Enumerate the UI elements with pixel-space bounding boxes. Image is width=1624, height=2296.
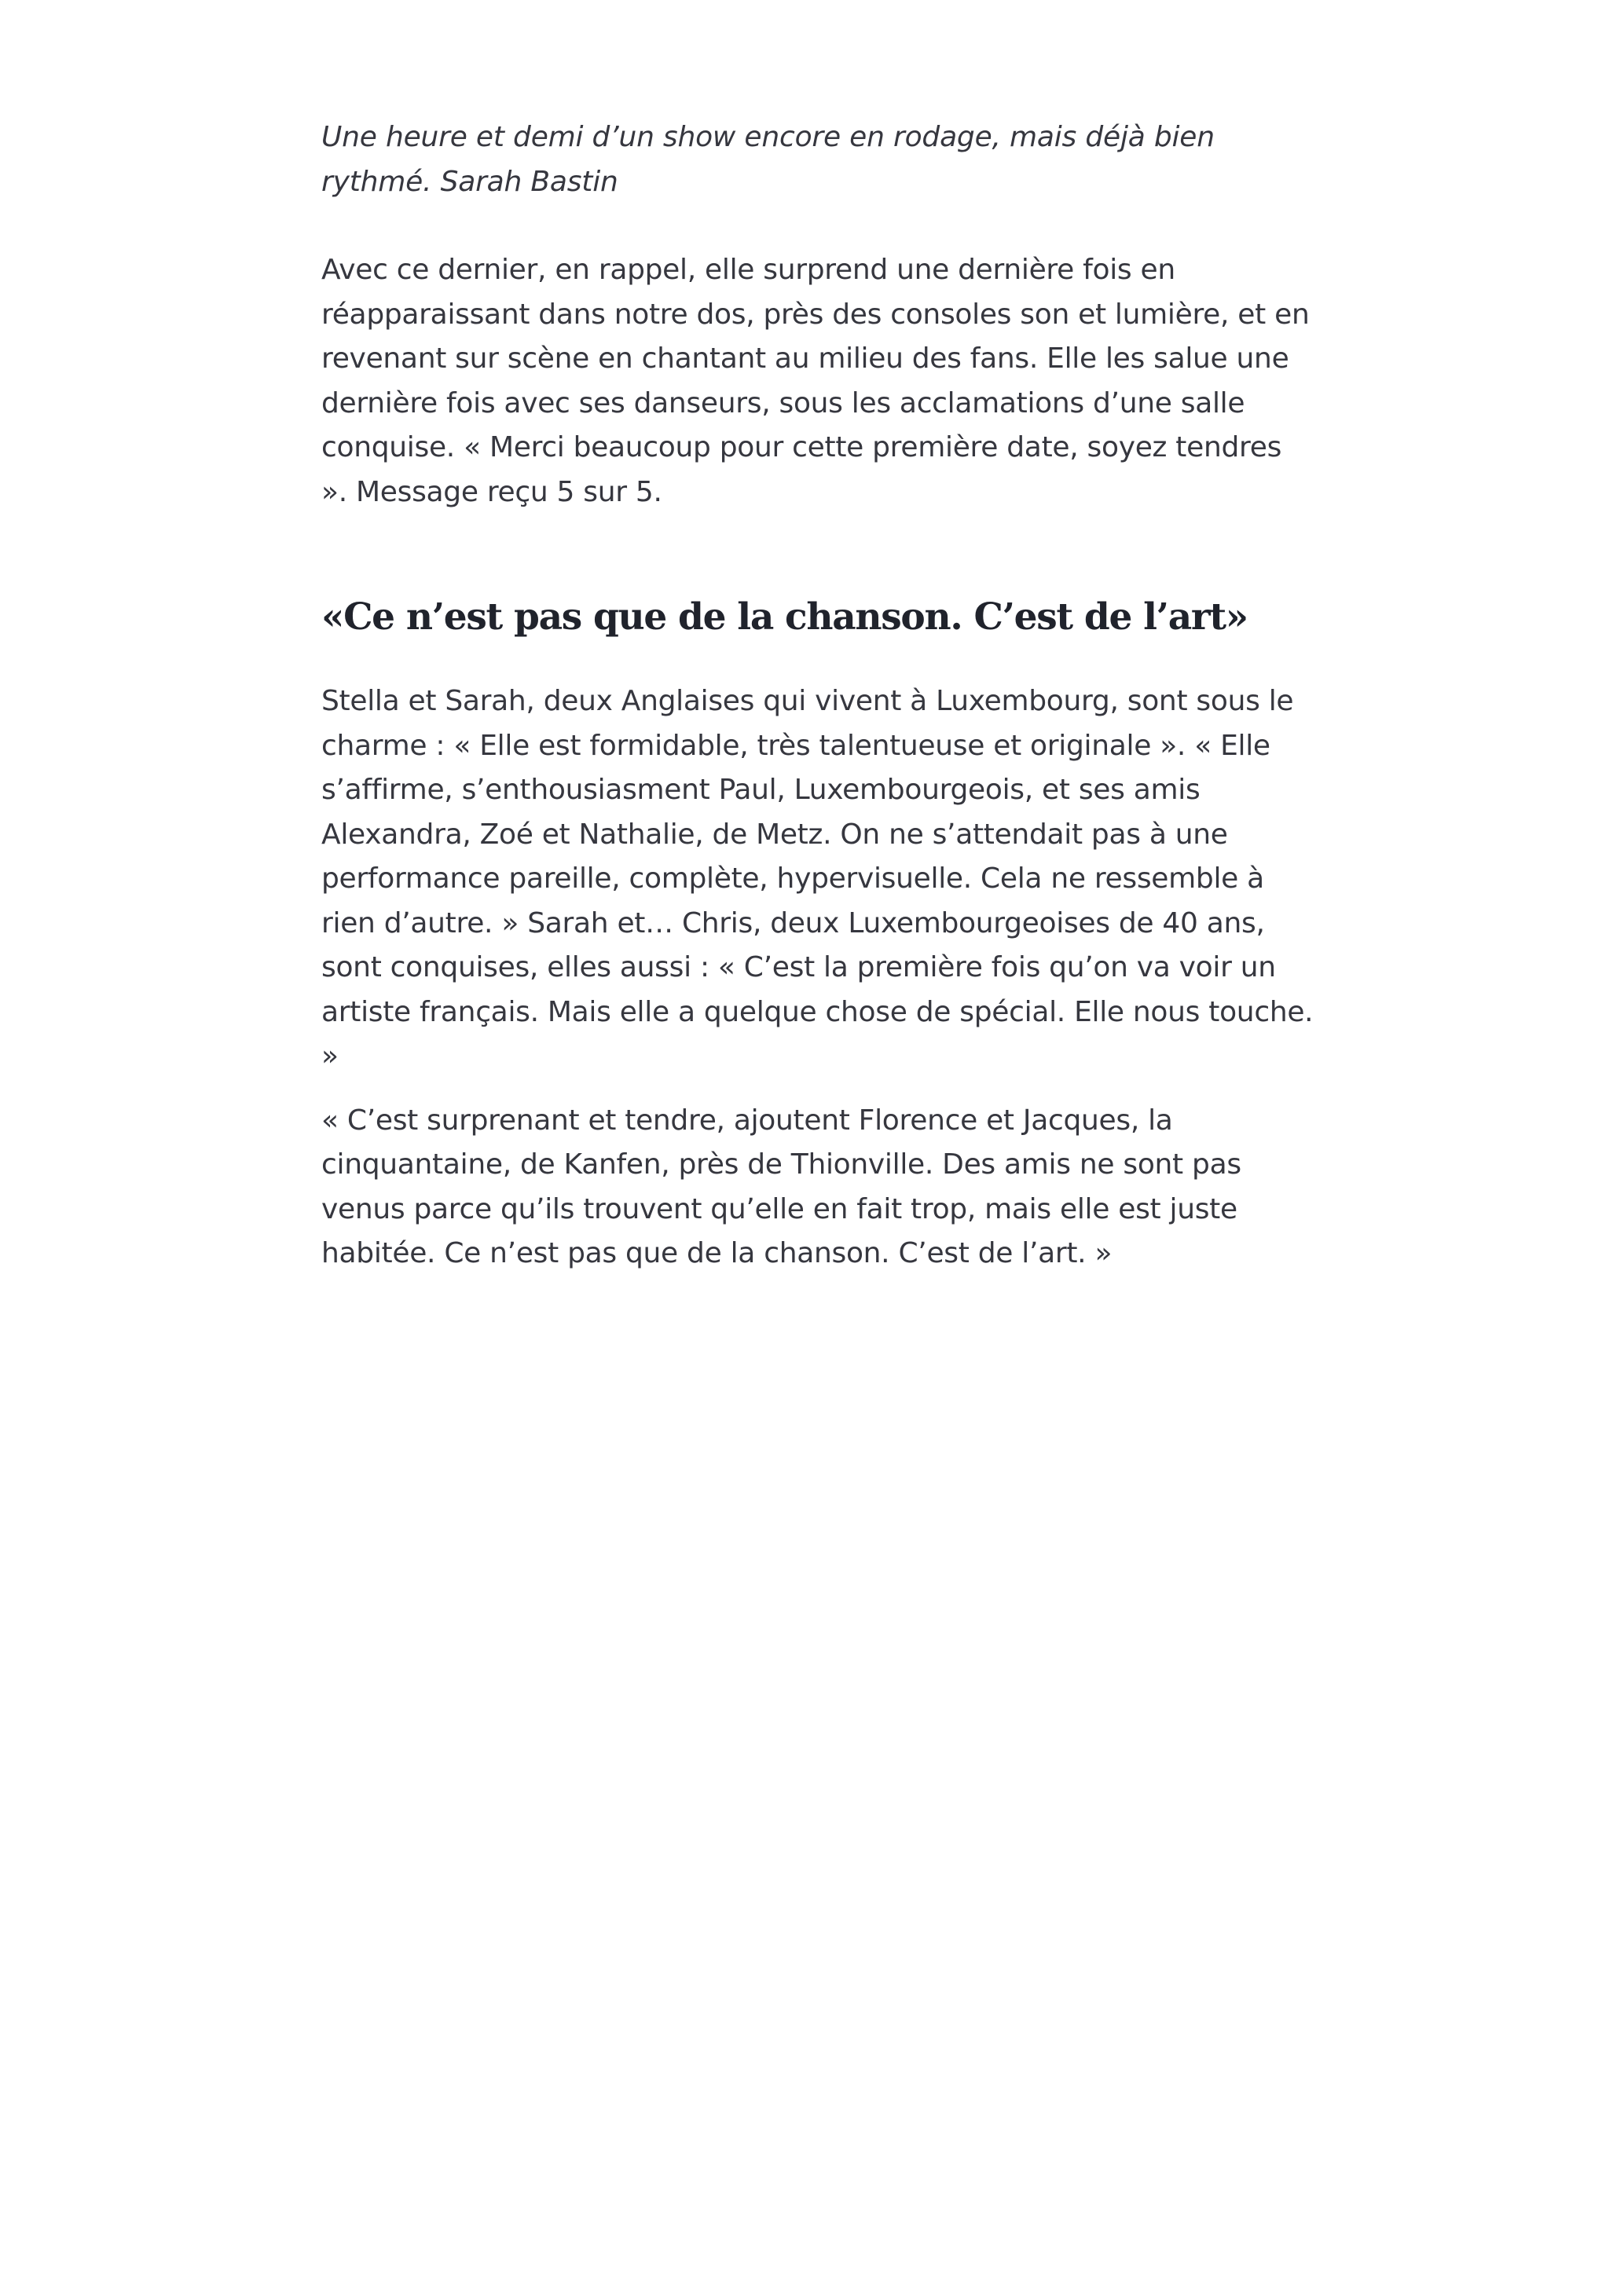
paragraph-encore: Avec ce dernier, en rappel, elle surprend une dernière fois en réapparaissant dans notre dos, près des consoles son et lumière, et en revenant sur scène en chantant au milieu des fans. Elle les salue une dernière fois avec ses danseurs, sous les acclamations d’une salle conquise. « Merci beaucoup pour cette première date, soyez tendres ». Message reçu 5 sur 5. xyxy=(321,254,1310,508)
caption-credit: Sarah Bastin xyxy=(440,166,618,198)
section-heading: «Ce n’est pas que de la chanson. C’est de l’art» xyxy=(321,595,1248,639)
paragraph-quote: « C’est surprenant et tendre, ajoutent Florence et Jacques, la cinquantaine, de Kanfen, près de Thionville. Des amis ne sont pas venus parce qu’ils trouvent qu’elle en fait trop, mais elle est juste habitée. Ce n’est pas que de la chanson. C’est de l’art. » xyxy=(321,1104,1241,1269)
paragraph-fan-reactions: Stella et Sarah, deux Anglaises qui vivent à Luxembourg, sont sous le charme : « Elle est formidable, très talentueuse et originale ». « Elle s’affirme, s’enthousiasment Paul, Luxembourgeois, et ses amis Alexandra, Zoé et Nathalie, de Metz. On ne s’attendait pas à une performance pareille, complète, hypervisuelle. Cela ne ressemble à rien d’autre. » Sarah et… Chris, deux Luxembourgeoises de 40 ans, sont conquises, elles aussi : « C’est la première fois qu’on va voir un artiste français. Mais elle a quelque chose de spécial. Elle nous touche. » xyxy=(321,685,1314,1072)
caption-text: Une heure et demi d’un show encore en rodage, mais déjà bien rythmé. xyxy=(321,121,1215,198)
article-body xyxy=(321,115,1315,1276)
photo-caption xyxy=(321,115,1315,204)
